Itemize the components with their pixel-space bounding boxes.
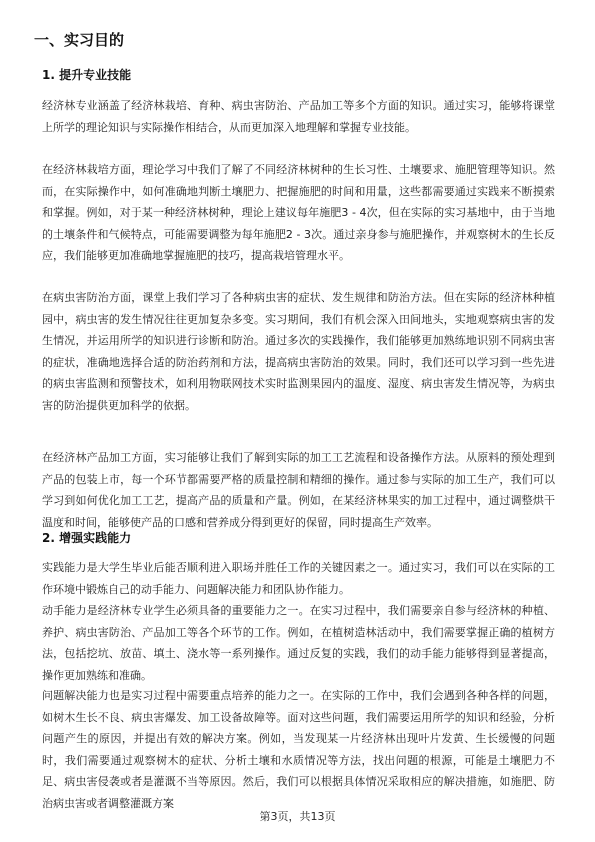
paragraph-1-3: 在病虫害防治方面，课堂上我们学习了各种病虫害的症状、发生规律和防治方法。但在实际的经济林种植园中，病虫害的发生情况往往更加复杂多变。实习期间，我们有机会深入田间地头，实地观察病虫害的发生情况，并运用所学的知识进行诊断和防治。通过多次的实践操作，我们能够更加熟练地识别不同病虫害的症状，准确地选择合适的防治药剂和方法，提高病虫害防治的效果。同时，我们还可以学习到一些先进的病虫害监测和预警技术，如利用物联网技术实时监测果园内的温度、湿度、病虫害发生情况等，为病虫害的防治提供更加科学的依据。	[42, 291, 555, 412]
paragraph-1-4: 在经济林产品加工方面，实习能够让我们了解到实际的加工工艺流程和设备操作方法。从原料的预处理到产品的包装上市，每一个环节都需要严格的质量控制和精细的操作。通过参与实际的加工生产，我们可以学习到如何优化加工工艺，提高产品的质量和产量。例如，在某经济林果实的加工过程中，通过调整烘干温度和时间，能够使产品的口感和营养成分得到更好的保留，同时提高生产效率。	[42, 451, 555, 529]
paragraph-1-2: 在经济林栽培方面，理论学习中我们了解了不同经济林树种的生长习性、土壤要求、施肥管理等知识。然而，在实际操作中，如何准确地判断土壤肥力、把握施肥的时间和用量，这些都需要通过实践来不断摸索和掌握。例如，对于某一种经济林树种，理论上建议每年施肥3 - 4次，但在实际的实习基地中，由于当地的土壤条件和气候特点，可能需要调整为每年施肥2 - 3次。通过亲身参与施肥操作，并观察树木的生长反应，我们能够更加准确地掌握施肥的技巧，提高栽培管理水平。	[42, 163, 555, 262]
section-heading: 一、实习目的	[34, 31, 125, 49]
subsection-heading-2: 2. 增强实践能力	[42, 531, 132, 545]
paragraph-2-3: 问题解决能力也是实习过程中需要重点培养的能力之一。在实际的工作中，我们会遇到各种各样的问题，如树木生长不良、病虫害爆发、加工设备故障等。面对这些问题，我们需要运用所学的知识和经验，分析问题产生的原因，并提出有效的解决方案。例如，当发现某一片经济林出现叶片发黄、生长缓慢的问题时，我们需要通过观察树木的症状、分析土壤和水质情况等方法，找出问题的根源，可能是土壤肥力不足、病虫害侵袭或者是灌溉不当等原因。然后，我们可以根据具体情况采取相应的解决措施，如施肥、防治病虫害或者调整灌溉方案	[42, 689, 555, 810]
paragraph-2-1: 实践能力是大学生毕业后能否顺利进入职场并胜任工作的关键因素之一。通过实习，我们可以在实际的工作环境中锻炼自己的动手能力、问题解决能力和团队协作能力。	[42, 561, 555, 596]
subsection-heading-1: 1. 提升专业技能	[42, 68, 132, 82]
paragraph-2-2: 动手能力是经济林专业学生必须具备的重要能力之一。在实习过程中，我们需要亲自参与经济林的种植、养护、病虫害防治、产品加工等各个环节的工作。例如，在植树造林活动中，我们需要掌握正确的植树方法，包括挖坑、放苗、填土、浇水等一系列操作。通过反复的实践，我们的动手能力能够得到显著提高，操作更加熟练和准确。	[42, 604, 555, 682]
page-number: 第3页，共13页	[259, 810, 336, 823]
paragraph-1-1: 经济林专业涵盖了经济林栽培、育种、病虫害防治、产品加工等多个方面的知识。通过实习，能够将课堂上所学的理论知识与实际操作相结合，从而更加深入地理解和掌握专业技能。	[42, 99, 555, 134]
